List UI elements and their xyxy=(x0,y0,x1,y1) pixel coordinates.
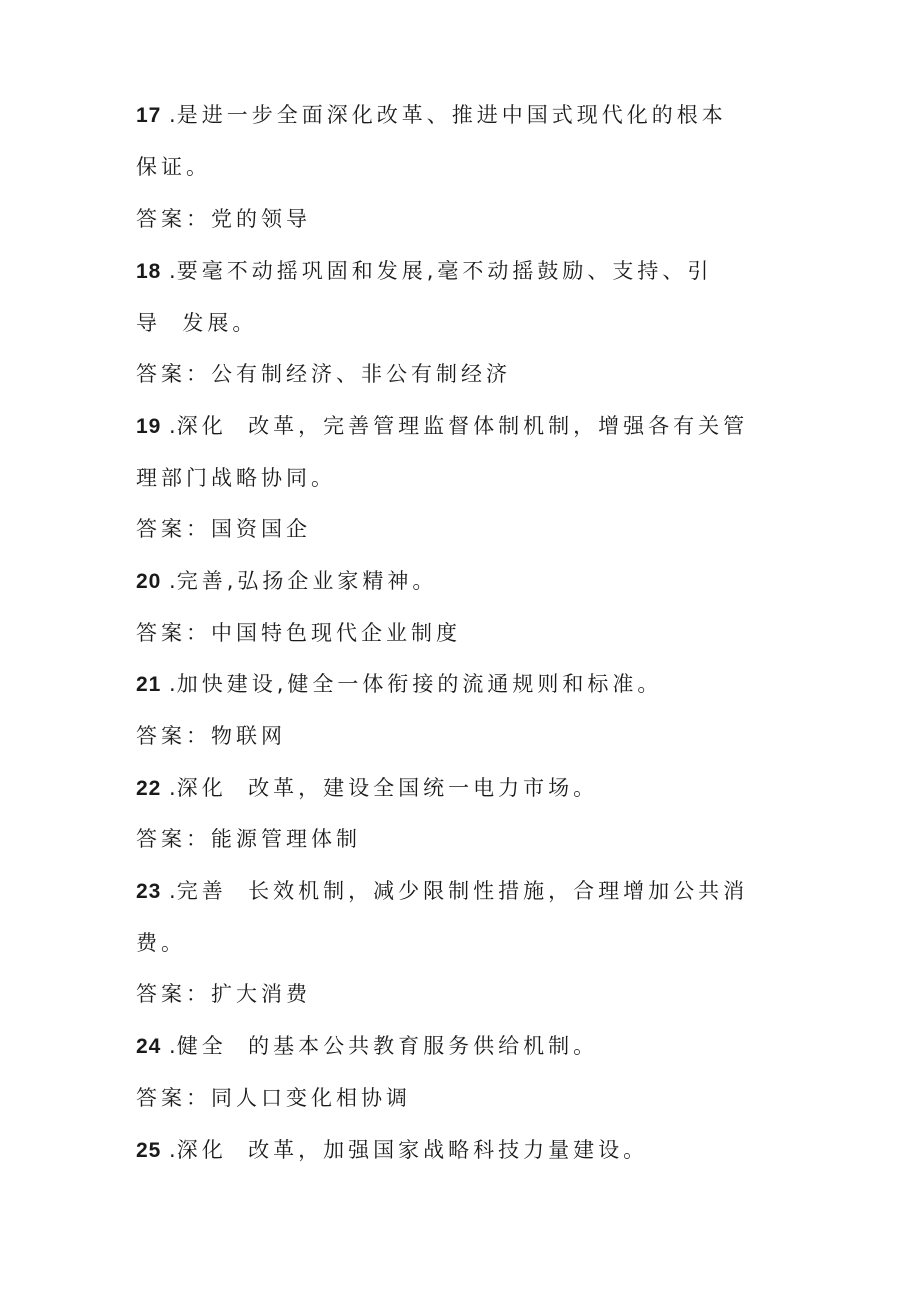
question-21-line-1: 21 .加快建设,健全一体衔接的流通规则和标准。 xyxy=(136,672,663,696)
question-number: 23 xyxy=(136,880,162,903)
question-text: 完善,弘扬企业家精神。 xyxy=(176,569,438,593)
question-text: 要毫不动摇巩固和发展,毫不动摇鼓励、支持、引 xyxy=(176,259,713,283)
question-text: 深化 改革，建设全国统一电力市场。 xyxy=(176,776,599,800)
question-24-line-1: 24 .健全 的基本公共教育服务供给机制。 xyxy=(136,1034,599,1058)
question-text: 加快建设,健全一体衔接的流通规则和标准。 xyxy=(176,672,663,696)
question-number: 18 xyxy=(136,260,162,283)
question-17-line-1: 17 .是进一步全面深化改革、推进中国式现代化的根本 xyxy=(136,103,727,127)
answer-23: 答案：扩大消费 xyxy=(136,982,311,1006)
question-text: 深化 改革，加强国家战略科技力量建设。 xyxy=(176,1138,649,1162)
answer-21: 答案：物联网 xyxy=(136,724,286,748)
answer-20: 答案：中国特色现代企业制度 xyxy=(136,621,461,645)
question-number: 21 xyxy=(136,673,162,696)
question-17-line-2: 保证。 xyxy=(136,155,211,179)
question-text: 是进一步全面深化改革、推进中国式现代化的根本 xyxy=(176,103,727,127)
question-text: 健全 的基本公共教育服务供给机制。 xyxy=(176,1034,599,1058)
answer-19: 答案：国资国企 xyxy=(136,517,311,541)
question-18-line-2: 导 发展。 xyxy=(136,311,258,335)
question-number: 22 xyxy=(136,777,162,800)
question-20-line-1: 20 .完善,弘扬企业家精神。 xyxy=(136,569,438,593)
question-23-line-1: 23 .完善 长效机制，减少限制性措施，合理增加公共消 xyxy=(136,879,749,903)
answer-22: 答案：能源管理体制 xyxy=(136,827,361,851)
question-18-line-1: 18 .要毫不动摇巩固和发展,毫不动摇鼓励、支持、引 xyxy=(136,259,713,283)
answer-18: 答案：公有制经济、非公有制经济 xyxy=(136,362,511,386)
question-number: 17 xyxy=(136,104,162,127)
question-19-line-2: 理部门战略协同。 xyxy=(136,466,336,490)
question-number: 20 xyxy=(136,570,162,593)
question-19-line-1: 19 .深化 改革，完善管理监督体制机制，增强各有关管 xyxy=(136,414,749,438)
question-25-line-1: 25 .深化 改革，加强国家战略科技力量建设。 xyxy=(136,1138,649,1162)
question-text: 深化 改革，完善管理监督体制机制，增强各有关管 xyxy=(176,414,749,438)
question-number: 19 xyxy=(136,415,162,438)
question-23-line-2: 费。 xyxy=(136,931,186,955)
question-number: 25 xyxy=(136,1139,162,1162)
question-number: 24 xyxy=(136,1035,162,1058)
answer-24: 答案：同人口变化相协调 xyxy=(136,1086,411,1110)
question-text: 完善 长效机制，减少限制性措施，合理增加公共消 xyxy=(176,879,749,903)
question-22-line-1: 22 .深化 改革，建设全国统一电力市场。 xyxy=(136,776,599,800)
answer-17: 答案：党的领导 xyxy=(136,207,311,231)
